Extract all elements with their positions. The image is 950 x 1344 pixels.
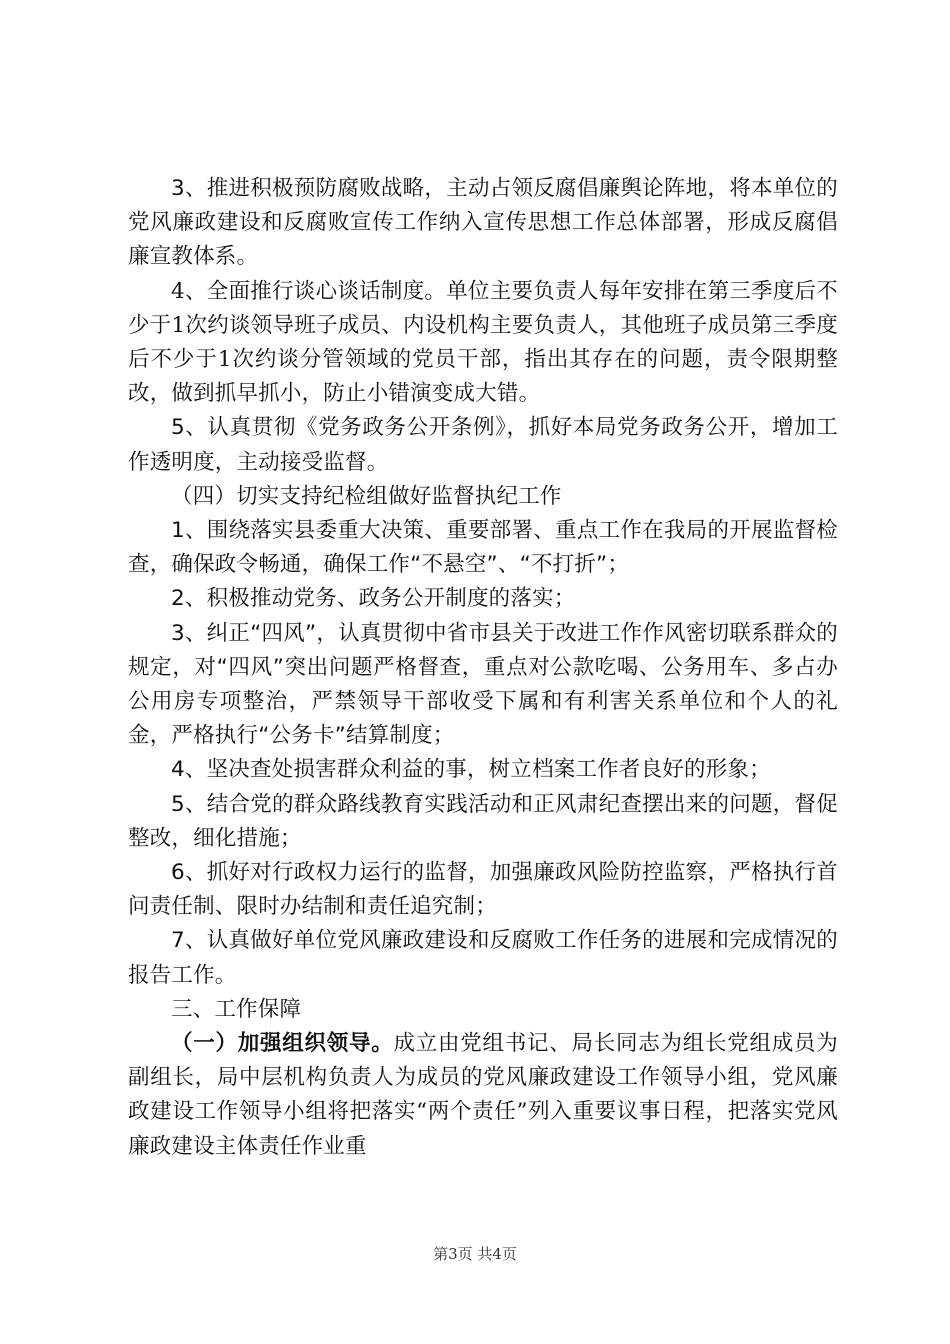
paragraph-lead-text: （一）加强组织领导。 xyxy=(171,1031,394,1057)
paragraph-sub-3: 3、纠正“四风”，认真贯彻中省市县关于改进工作作风密切联系群众的规定，对“四风”突出问题严格督查，重点对公款吃喝、公务用车、多占办公用房专项整治，严禁领导干部收受下属和有利害关系单位和个人的礼金，严格执行“公务卡”结算制度； xyxy=(128,620,838,749)
document-body xyxy=(128,172,838,1164)
paragraph-sub-1: 1、围绕落实县委重大决策、重要部署、重点工作在我局的开展监督检查，确保政令畅通，确保工作“不悬空”、“不打折”； xyxy=(128,518,838,578)
section-heading-three: 三、工作保障 xyxy=(171,996,302,1022)
paragraph-sub-5: 5、结合党的群众路线教育实践活动和正风肃纪查摆出来的问题，督促整改，细化措施； xyxy=(128,791,838,851)
section-heading-four: （四）切实支持纪检组做好监督执纪工作 xyxy=(171,483,562,509)
paragraph-organization-leadership xyxy=(128,1027,838,1164)
paragraph-body-text: 成立由党组书记、局长同志为组长党组成员为副组长，局中层机构负责人为成员的党风廉政建设工作领导小组，党风廉政建设工作领导小组将把落实“两个责任”列入重要议事日程，把落实党风廉政建设主体责任作业重 xyxy=(128,1031,838,1159)
paragraph-item-3-publicity: 3、推进积极预防腐败战略，主动占领反腐倡廉舆论阵地，将本单位的党风廉政建设和反腐败宣传工作纳入宣传思想工作总体部署，形成反腐倡廉宣教体系。 xyxy=(128,176,838,270)
paragraph-item-4-talks: 4、全面推行谈心谈话制度。单位主要负责人每年安排在第三季度后不少于1次约谈领导班子成员、内设机构主要负责人，其他班子成员第三季度后不少于1次约谈分管领域的党员干部，指出其存在的问题，责令限期整改，做到抓早抓小，防止小错演变成大错。 xyxy=(128,278,838,407)
paragraph-sub-6: 6、抓好对行政权力运行的监督，加强廉政风险防控监察，严格执行首问责任制、限时办结制和责任追究制； xyxy=(128,860,838,920)
paragraph-sub-4: 4、坚决查处损害群众利益的事，树立档案工作者良好的形象； xyxy=(171,757,771,783)
paragraph-sub-7: 7、认真做好单位党风廉政建设和反腐败工作任务的进展和完成情况的报告工作。 xyxy=(128,928,838,988)
paragraph-sub-2: 2、积极推动党务、政务公开制度的落实； xyxy=(171,586,576,612)
paragraph-item-5-openness: 5、认真贯彻《党务政务公开条例》，抓好本局党务政务公开，增加工作透明度，主动接受监督。 xyxy=(128,415,838,475)
page-footer: 第3页 共4页 xyxy=(433,1245,517,1263)
